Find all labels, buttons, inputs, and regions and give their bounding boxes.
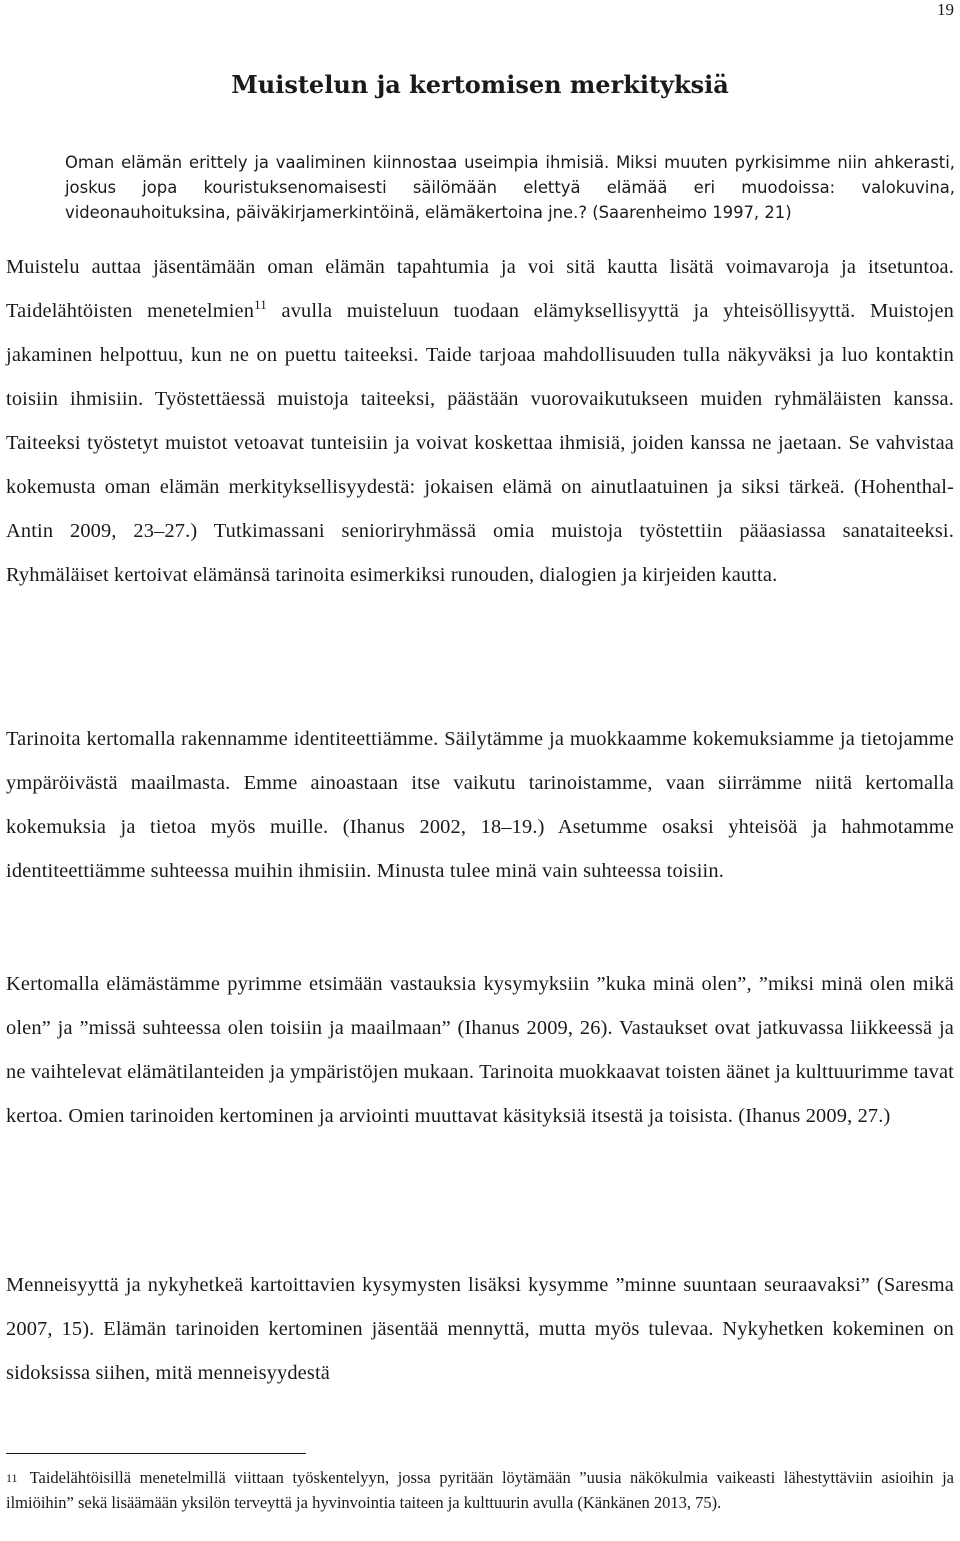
paragraph-1-text-a: Muistelu auttaa jäsentämään oman elämän tapahtumia ja voi sitä kautta lisätä voimavaroja ja itsetuntoa. Taidelähtöisten menetelmien	[6, 256, 954, 322]
intro-quote: Oman elämän erittely ja vaaliminen kiinnostaa useimpia ihmisiä. Miksi muuten pyrkisimme niin ahkerasti, joskus jopa kouristuksenomaisesti säilömään elettyä elämää eri muodoissa: valokuvina, videonauhoituksina, päiväkirjamerkintöinä, elämäkertoina jne.? (Saarenheimo 1997, 21)	[65, 153, 955, 222]
page-number: 19	[937, 0, 954, 19]
footnote-divider	[6, 1453, 306, 1454]
footnote	[6, 1466, 954, 1515]
paragraph-3: Kertomalla elämästämme pyrimme etsimään vastauksia kysymyksiin ”kuka minä olen”, ”miksi minä olen mikä olen” ja ”missä suhteessa olen toisiin ja maailmaan” (Ihanus 2009, 26). Vastaukset ovat jatkuvassa liikkeessä ja ne vaihtelevat elämätilanteiden ja ympäristöjen mukaan. Tarinoita muokkaavat toisten äänet ja kulttuurimme tavat kertoa. Omien tarinoiden kertominen ja arviointi muuttavat käsityksiä itsestä ja toisista. (Ihanus 2009, 27.)	[6, 973, 954, 1127]
page-title: Muistelun ja kertomisen merkityksiä	[231, 70, 729, 99]
paragraph-1-text-b: avulla muisteluun tuodaan elämyksellisyyttä ja yhteisöllisyyttä. Muistojen jakaminen helpottuu, kun ne on puettu taiteeksi. Taide tarjoaa mahdollisuuden tulla näkyväksi ja luo kontaktin toisiin ihmisiin. Työstettäessä muistoja taiteeksi, päästään vuorovaikutukseen muiden ryhmäläisten kanssa. Taiteeksi työstetyt muistot vetoavat tunteisiin ja voivat koskettaa ihmisiä, joiden kanssa ne jaetaan. Se vahvistaa kokemusta oman elämän merkityksellisyydestä: jokaisen elämä on ainutlaatuinen ja siksi tärkeä. (Hohenthal-Antin 2009, 23–27.) Tutkimassani senioriryhmässä omia muistoja työstettiin pääasiassa sanataiteeksi. Ryhmäläiset kertoivat elämänsä tarinoita esimerkiksi runouden, dialogien ja kirjeiden kautta.	[6, 300, 955, 586]
paragraph-1	[6, 245, 954, 597]
paragraph-2: Tarinoita kertomalla rakennamme identiteettiämme. Säilytämme ja muokkaamme kokemuksiamme ja tietojamme ympäröivästä maailmasta. Emme ainoastaan itse vaikutu tarinoistamme, vaan siirrämme niitä kertomalla kokemuksia ja tietoa myös muille. (Ihanus 2002, 18–19.) Asetumme osaksi yhteisöä ja hahmotamme identiteettiämme suhteessa muihin ihmisiin. Minusta tulee minä vain suhteessa toisiin.	[6, 728, 954, 882]
footnote-mark: 11	[6, 1471, 18, 1485]
footnote-text: Taidelähtöisillä menetelmillä viittaan työskentelyyn, jossa pyritään löytämään ”uusia näkökulmia vaikeasti lähestyttäviin asioihin ja ilmiöihin” sekä lisäämään yksilön terveyttä ja hyvinvointia taiteen ja kulttuurin avulla (Känkänen 2013, 75).	[6, 1468, 954, 1512]
paragraph-4: Menneisyyttä ja nykyhetkeä kartoittavien kysymysten lisäksi kysymme ”minne suuntaan seuraavaksi” (Saresma 2007, 15). Elämän tarinoiden kertominen jäsentää mennyttä, mutta myös tulevaa. Nykyhetken kokeminen on sidoksissa siihen, mitä menneisyydestä	[6, 1274, 954, 1384]
footnote-reference[interactable]: 11	[254, 297, 267, 313]
